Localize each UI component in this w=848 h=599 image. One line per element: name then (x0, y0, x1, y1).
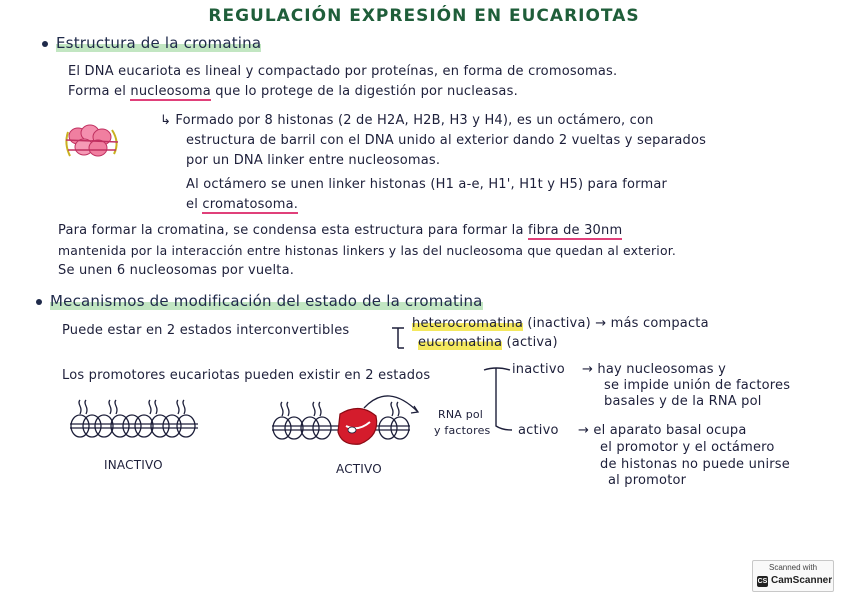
text-line: mantenida por la interacción entre histonas linkers y las del nucleosoma que quedan al exterior. (58, 243, 677, 258)
camscanner-logo-icon: CS (757, 578, 768, 585)
term-heterocromatina: heterocromatina (412, 316, 524, 331)
text-line: basales y de la RNA pol (604, 394, 762, 409)
heading-text: Mecanismos de modificación del estado de la cromatina (50, 292, 483, 310)
state-line-euchromatin (418, 335, 558, 350)
text-line: → el aparato basal ocupa (578, 423, 747, 438)
figure-label-factors: y factores (434, 424, 491, 437)
camscanner-watermark (752, 560, 834, 592)
text-line: ↳ Formado por 8 histonas (2 de H2A, H2B, H3 y H4), es un octámero, con (160, 113, 654, 128)
page-title: REGULACIÓN EXPRESIÓN EN EUCARIOTAS (208, 6, 640, 26)
active-promoter-drawing (268, 386, 438, 452)
text-line: El DNA eucariota es lineal y compactado por proteínas, en forma de cromosomas. (68, 64, 618, 79)
text-line: el promotor y el octámero (600, 440, 775, 455)
text-line (58, 223, 622, 238)
text-line: estructura de barril con el DNA unido al exterior dando 2 vueltas y separados (186, 133, 707, 148)
text-line: por un DNA linker entre nucleosomas. (186, 153, 441, 168)
text-line: Los promotores eucariotas pueden existir en 2 estados (62, 368, 431, 383)
term-eucromatina: eucromatina (418, 335, 503, 350)
text-fragment: Forma el (68, 84, 127, 99)
text-fragment: el (186, 197, 199, 212)
text-line: de histonas no puede unirse (600, 457, 790, 472)
term-cromatosoma: cromatosoma. (202, 197, 299, 212)
state-line-heterochromatin (412, 316, 709, 331)
inactive-promoter-drawing (66, 398, 206, 448)
text-fragment: (activa) (506, 335, 558, 350)
label-activo: activo (518, 423, 559, 438)
bullet-icon (42, 41, 48, 47)
text-line: al promotor (608, 473, 687, 488)
text-line: → hay nucleosomas y (582, 362, 727, 377)
section-heading-chromatin-structure (42, 34, 261, 52)
watermark-line2: CamScanner (771, 575, 833, 586)
text-line: se impide unión de factores (604, 378, 791, 393)
text-fragment: que lo protege de la digestión por nucleasas. (215, 84, 518, 99)
term-nucleosoma: nucleosoma (130, 84, 211, 99)
figure-label-rna-pol: RNA pol (438, 408, 484, 421)
section-heading-chromatin-modification (36, 292, 483, 310)
text-fragment: (inactiva) → más compacta (527, 316, 709, 331)
figure-label-inactivo: INACTIVO (104, 458, 163, 472)
bullet-icon (36, 299, 42, 305)
watermark-line1: Scanned with (769, 563, 818, 572)
bracket-icon (390, 322, 408, 352)
text-line (186, 197, 298, 212)
text-line (68, 84, 518, 99)
figure-label-activo: ACTIVO (336, 462, 382, 476)
text-fragment: Para formar la cromatina, se condensa esta estructura para formar la (58, 223, 524, 238)
text-line: Al octámero se unen linker histonas (H1 a-e, H1', H1t y H5) para formar (186, 177, 668, 192)
term-fibra-30nm: fibra de 30nm (528, 223, 623, 238)
label-inactivo: inactivo (512, 362, 565, 377)
text-line: Puede estar en 2 estados interconvertibles (62, 323, 350, 338)
nucleosome-drawing (62, 120, 122, 162)
heading-text: Estructura de la cromatina (56, 34, 262, 52)
text-line: Se unen 6 nucleosomas por vuelta. (58, 263, 295, 278)
